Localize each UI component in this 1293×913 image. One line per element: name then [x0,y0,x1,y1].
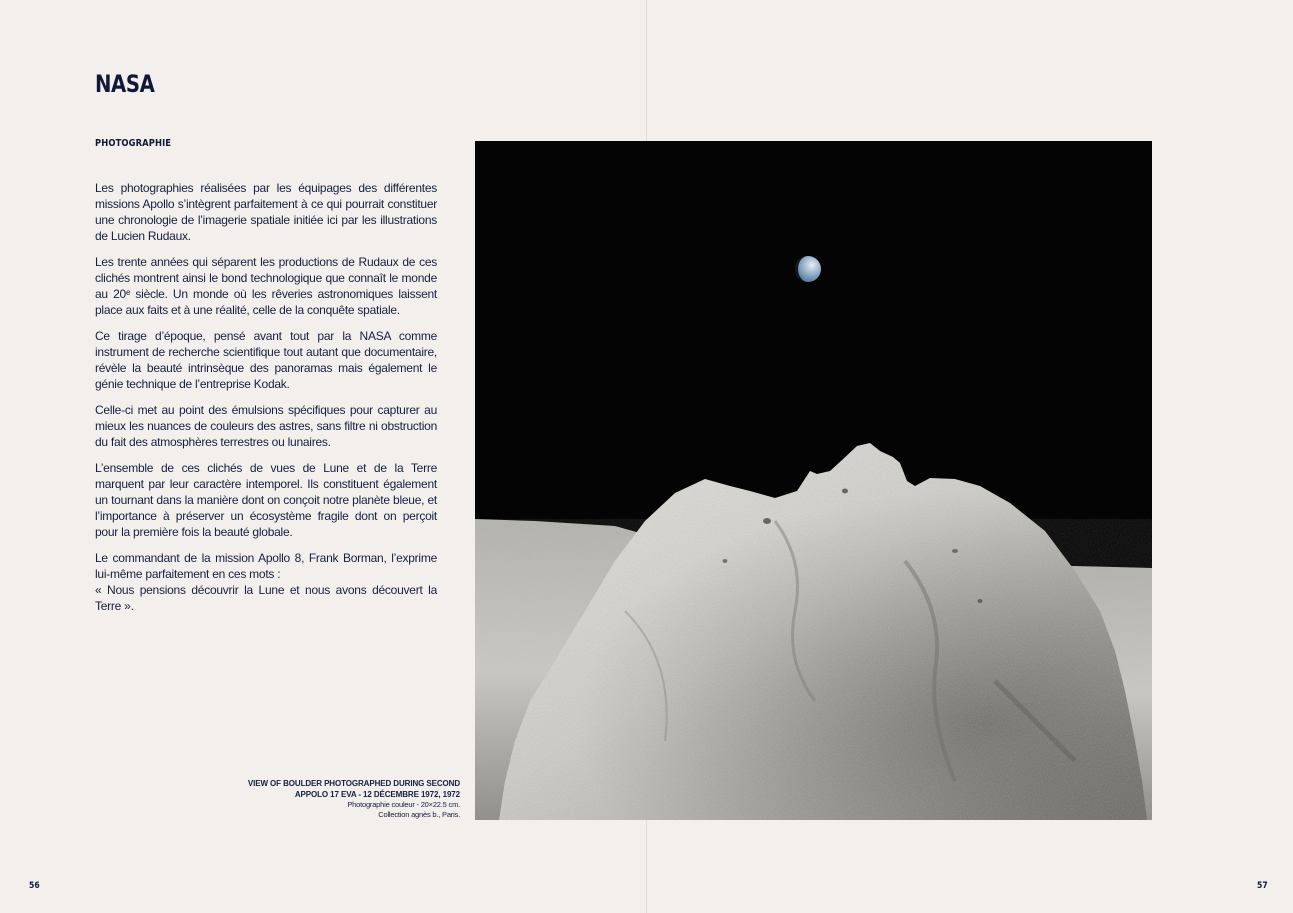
paragraph: L’ensemble de ces clichés de vues de Lune et de la Terre marquent par leur caractère intemporel. Ils constituent également un tournant dans la manière dont on conçoit notre planète bleue, et l’importance à préserver un écosystème fragile dont on perçoit pour la première fois la beauté globale. [95,461,437,539]
article-body [95,180,437,624]
photo-drawing [475,141,1152,820]
paragraph: Celle-ci met au point des émulsions spécifiques pour capturer au mieux les nuances de couleurs des astres, sans filtre ni obstruction du fait des atmosphères terrestres ou lunaires. [95,403,437,449]
paragraph: Ce tirage d’époque, pensé avant tout par la NASA comme instrument de recherche scientifique tout autant que documentaire, révèle la beauté intrinsèque des panoramas mais également le génie technique de l’entreprise Kodak. [95,329,437,391]
earth-icon [795,256,821,282]
page-number-right: 57 [1257,881,1268,891]
caption-title-line: APPOLO 17 EVA - 12 DÉCEMBRE 1972, 1972 [294,789,460,799]
paragraph: Le commandant de la mission Apollo 8, Frank Borman, l’exprime lui-même parfaitement en ces mots : [95,551,437,581]
paragraph: Les trente années qui séparent les productions de Rudaux de ces clichés montrent ainsi le bond technologique que connaît le monde au 20ᵉ siècle. Un monde où les rêveries astronomiques laissent place aux faits et à une réalité, celle de la conquête spatiale. [95,255,437,317]
page-number-left: 56 [29,881,40,891]
caption-title-line: VIEW OF BOULDER PHOTOGRAPHED DURING SECOND [247,779,460,788]
borman-quote: « Nous pensions découvrir la Lune et nous avons découvert la Terre ». [95,583,437,613]
caption-medium: Photographie couleur - 20×22.5 cm. [347,800,460,809]
section-category: PHOTOGRAPHIE [95,138,172,149]
caption-collection: Collection agnès b., Paris. [378,810,460,819]
paragraph-with-quote [95,550,437,614]
photo-caption [200,779,460,820]
page-title: NASA [95,70,155,98]
paragraph: Les photographies réalisées par les équipages des différentes missions Apollo s’intègrent parfaitement à ce qui pourrait constituer une chronologie de l’imagerie spatiale initiée ici par les illustrations de Lucien Rudaux. [95,181,437,243]
moon-boulder-photograph [475,141,1152,820]
